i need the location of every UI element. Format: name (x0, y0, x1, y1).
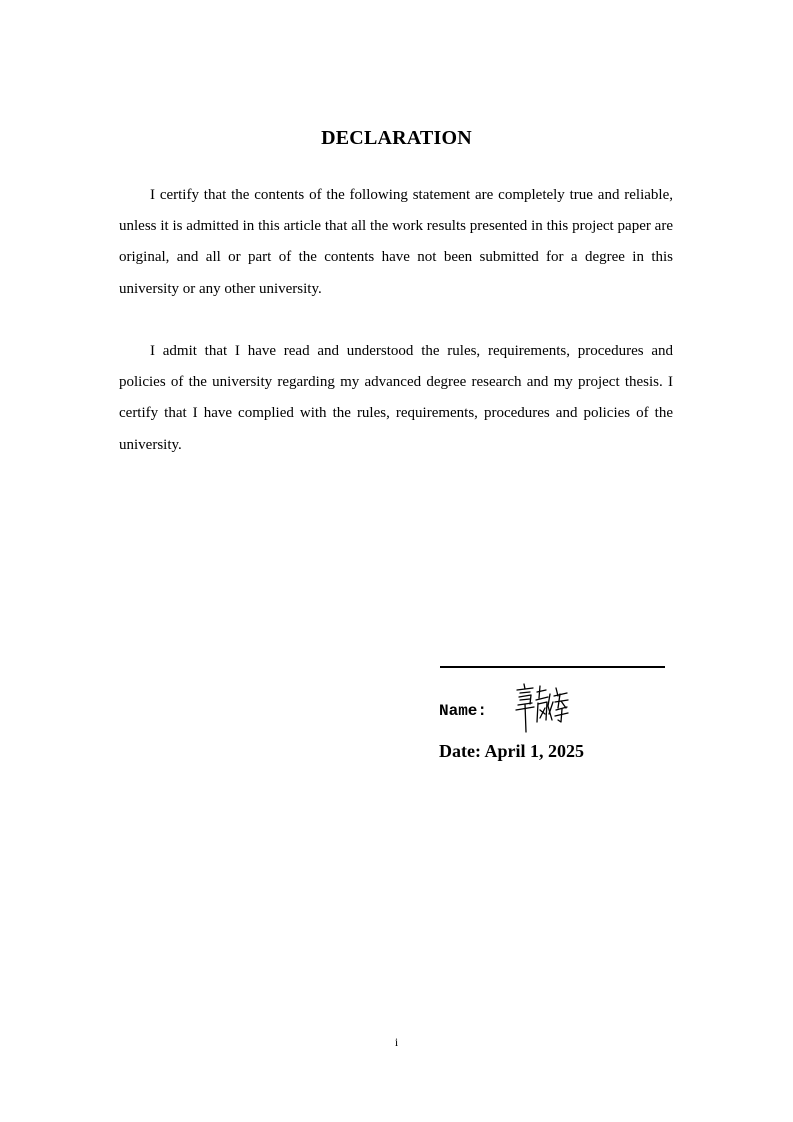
handwritten-signature (512, 680, 570, 736)
signature-line (440, 666, 665, 668)
page-title: DECLARATION (321, 127, 472, 149)
date-label: Date: April 1, 2025 (439, 741, 584, 761)
declaration-paragraph-1: I certify that the contents of the following statement are completely true and reliable, unless it is admitted in this article that all the work results presented in this project paper are original, and all or part of the contents have not been submitted for a degree in this university or any other university. (119, 187, 673, 297)
page-number: i (394, 1035, 399, 1049)
declaration-paragraph-2: I admit that I have read and understood the rules, requirements, procedures and policies of the university regarding my advanced degree research and my project thesis. I certify that I have complied with the rules, requirements, procedures and policies of the university. (119, 343, 673, 453)
name-label: Name: (439, 702, 488, 720)
